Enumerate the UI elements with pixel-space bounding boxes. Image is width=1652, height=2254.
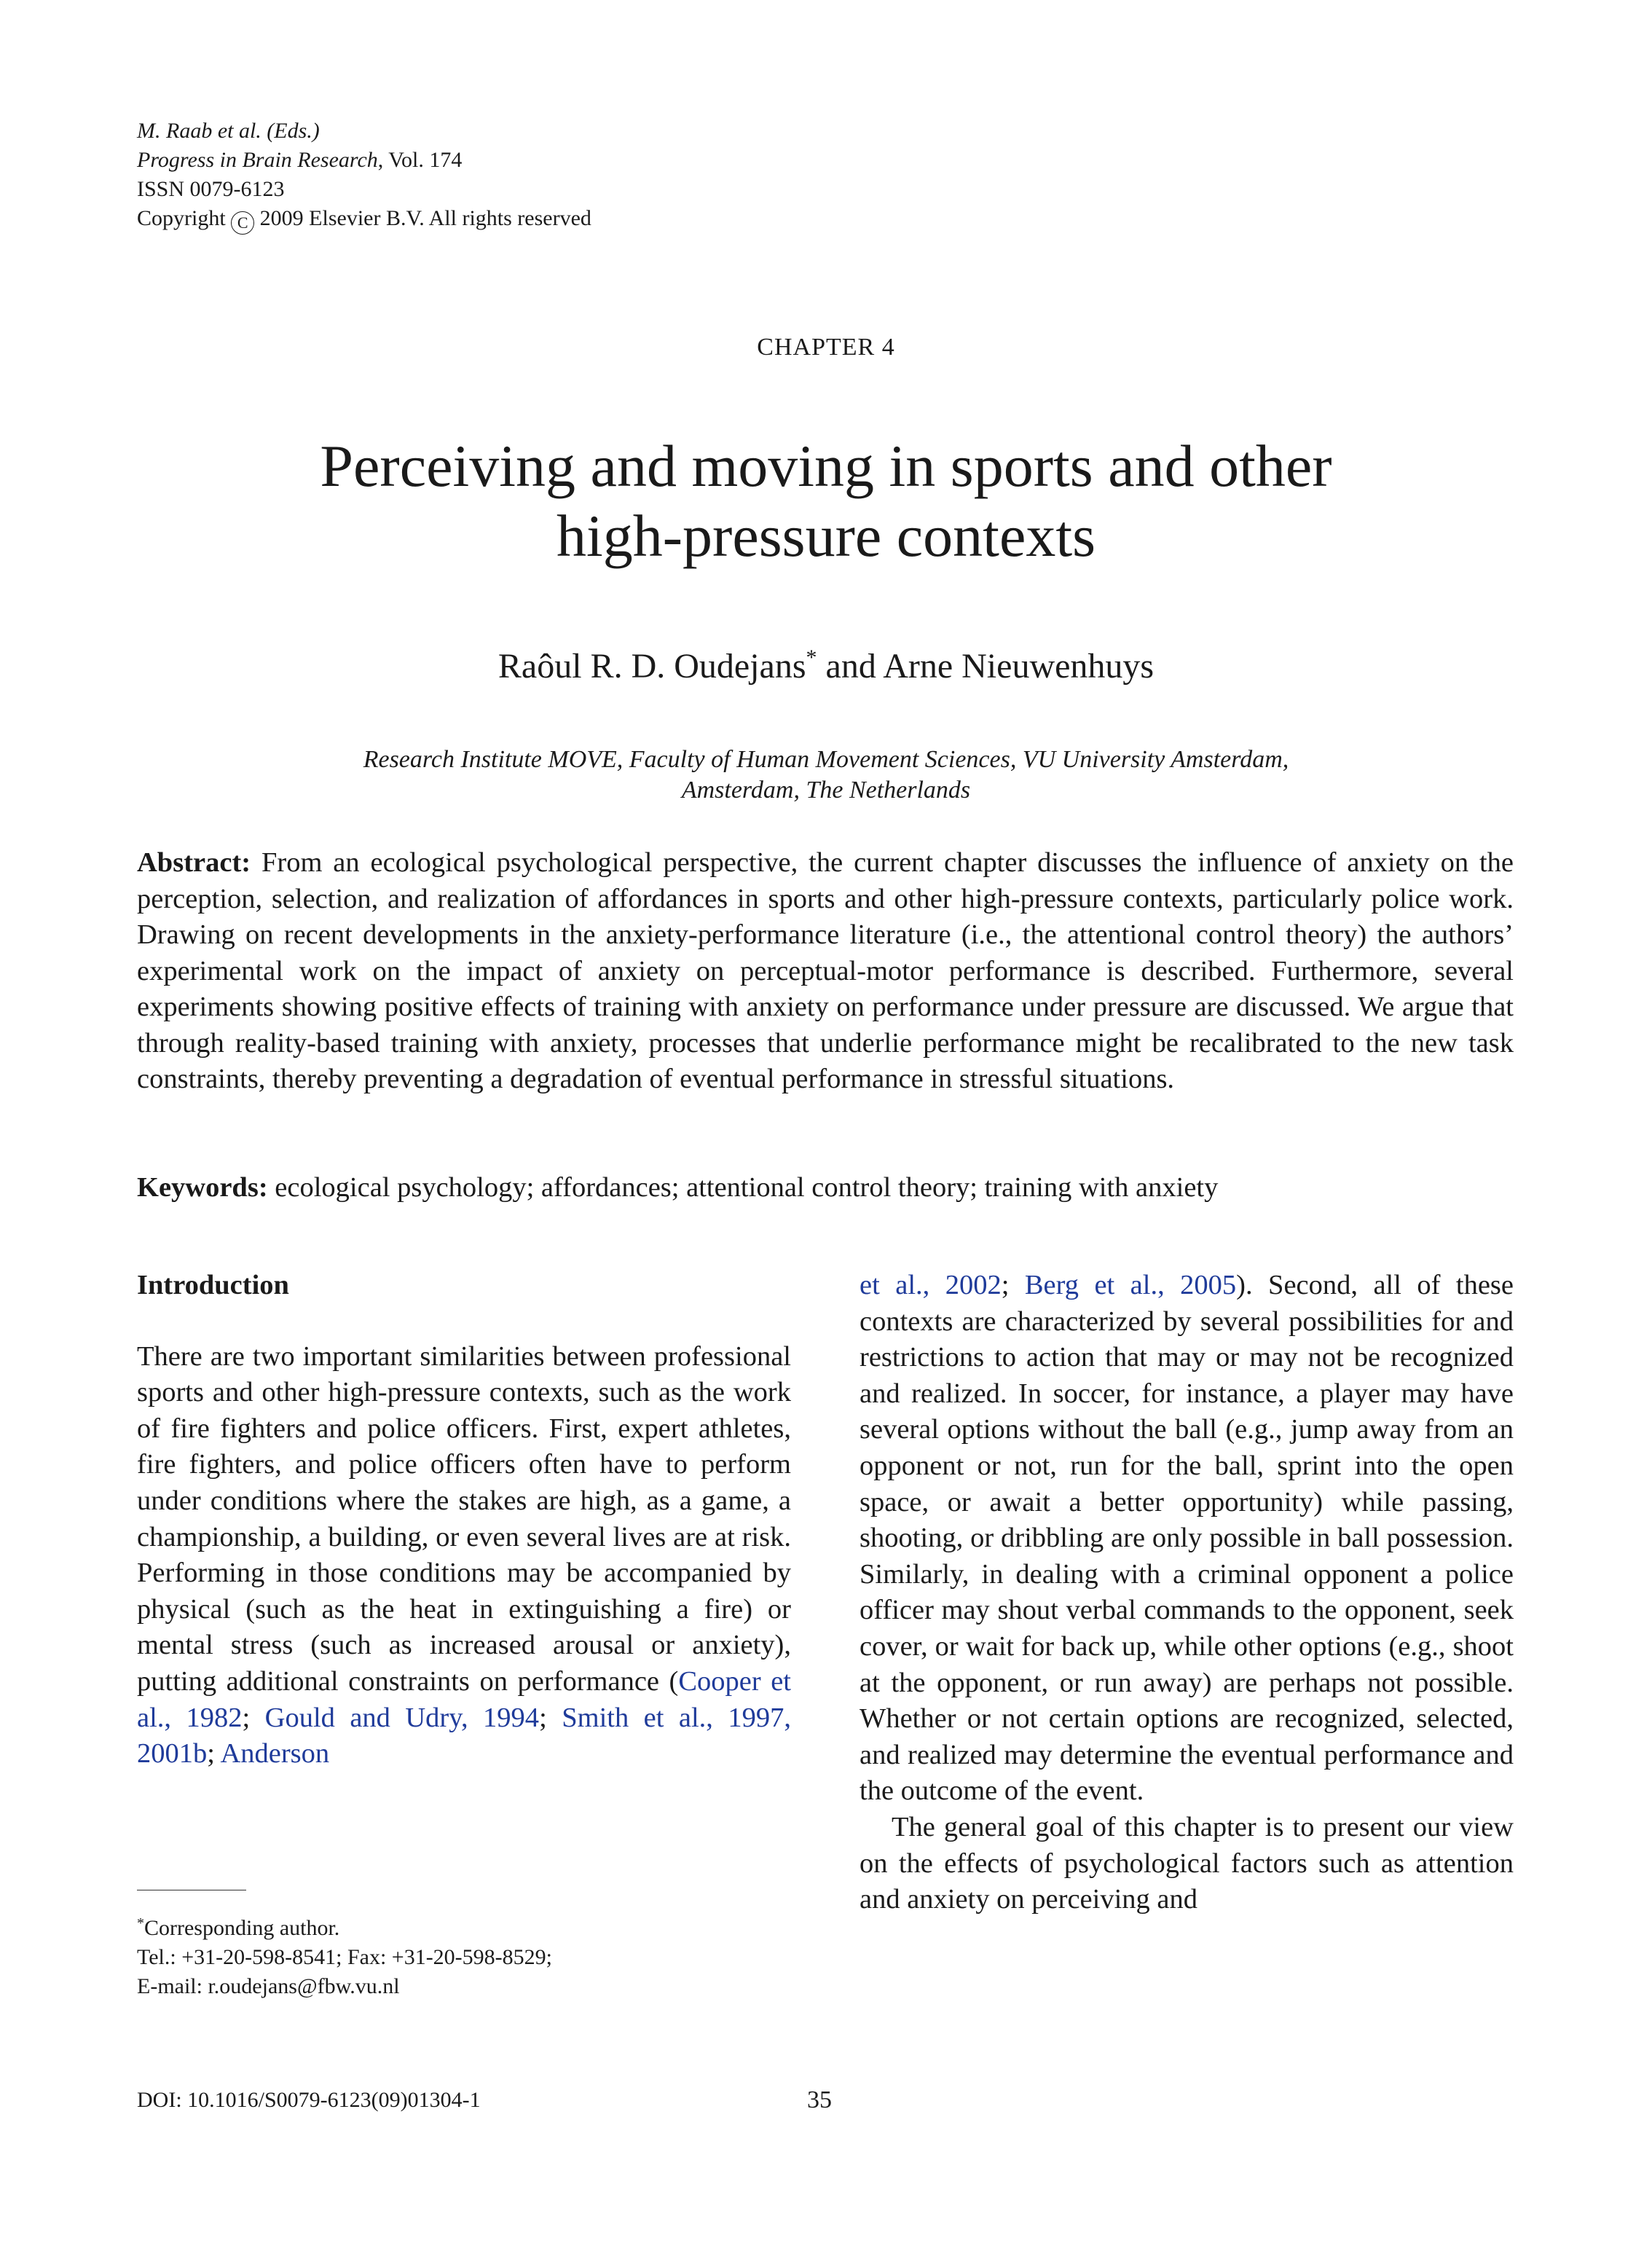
intro-paragraph-1 xyxy=(137,1339,791,1772)
citation-link[interactable]: et al., 2002 xyxy=(860,1270,1002,1300)
volume: , Vol. 174 xyxy=(377,148,463,172)
title-line-1: Perceiving and moving in sports and other xyxy=(320,433,1332,499)
citation-separator: ; xyxy=(1001,1270,1025,1300)
citation-link[interactable]: Cooper et al., 1982 xyxy=(137,1665,791,1733)
citation-link[interactable]: Berg et al., 2005 xyxy=(1024,1270,1237,1300)
paper-title xyxy=(170,431,1482,571)
chapter-label: CHAPTER 4 xyxy=(757,334,895,361)
body-column-right xyxy=(860,1268,1514,1918)
footnote xyxy=(137,1909,792,2001)
series-title: Progress in Brain Research xyxy=(137,148,378,172)
corresponding-mark: * xyxy=(806,645,817,669)
series-line xyxy=(137,146,591,175)
footnote-phone: Tel.: +31-20-598-8541; Fax: +31-20-598-8529; xyxy=(137,1945,552,1969)
footnote-mark: * xyxy=(137,1915,144,1931)
affiliation xyxy=(170,745,1482,806)
editors: M. Raab et al. (Eds.) xyxy=(137,119,320,143)
abstract xyxy=(137,845,1514,1098)
citation-link[interactable]: Gould and Udry, 1994 xyxy=(264,1702,540,1733)
citation-separator: ; xyxy=(539,1702,562,1733)
copyright-prefix: Copyright xyxy=(137,206,226,230)
keywords xyxy=(137,1170,1514,1206)
copyright xyxy=(137,204,591,235)
abstract-label: Abstract: xyxy=(137,847,251,878)
citation-separator: ; xyxy=(242,1702,265,1733)
author-2: and Arne Nieuwenhuys xyxy=(817,647,1155,686)
author-1: Raôul R. D. Oudejans xyxy=(497,647,806,686)
citation-separator: ; xyxy=(207,1738,221,1770)
affiliation-line-2: Amsterdam, The Netherlands xyxy=(681,777,971,804)
affiliation-line-1: Research Institute MOVE, Faculty of Human Movement Sciences, VU University Amsterdam, xyxy=(363,746,1289,773)
intro-text-b: ). Second, all of these contexts are characterized by several possibilities for and restrictions to action that may or may not be recognized and realized. In soccer, for instance, a player may have several options without the ball (e.g., jump away from an opponent or not, run for the ball, sprint into the open space, or await a better opportunity) while passing, shooting, or dribbling are only possible in ball possession. Similarly, in dealing with a criminal opponent a police officer may shout verbal commands to the opponent, seek cover, or wait for back up, while other options (e.g., shoot at the opponent, or run away) are perhaps not possible. Whether or not certain options are recognized, selected, and realized may determine the eventual performance and the outcome of the event. xyxy=(860,1270,1514,1807)
intro-paragraph-1-continued xyxy=(860,1268,1514,1810)
copyright-rest: 2009 Elsevier B.V. All rights reserved xyxy=(259,206,591,230)
footnote-line-1: Corresponding author. xyxy=(144,1916,340,1940)
citation-link[interactable]: Anderson xyxy=(220,1738,330,1770)
title-line-2: high-pressure contexts xyxy=(556,503,1096,569)
keywords-text: ecological psychology; affordances; attentional control theory; training with anxiety xyxy=(275,1172,1219,1203)
issn: ISSN 0079-6123 xyxy=(137,177,285,201)
doi: DOI: 10.1016/S0079-6123(09)01304-1 xyxy=(137,2088,481,2112)
page-number: 35 xyxy=(807,2086,832,2113)
body-column-left xyxy=(137,1268,791,1772)
footnote-email: E-mail: r.oudejans@fbw.vu.nl xyxy=(137,1974,400,1998)
citation-link[interactable]: Smith et al., 1997, 2001b xyxy=(137,1702,791,1770)
authors xyxy=(0,645,1652,686)
copyright-icon: C xyxy=(231,211,254,235)
intro-paragraph-2: The general goal of this chapter is to present our view on the effects of psychological factors such as attention and anxiety on perceiving and xyxy=(860,1811,1514,1915)
keywords-label: Keywords: xyxy=(137,1172,268,1203)
intro-text-a: There are two important similarities between professional sports and other high-pressure contexts, such as the work of fire fighters and police officers. First, expert athletes, fire fighters, and police officers often have to perform under conditions where the stakes are high, as a game, a championship, a building, or even several lives are at risk. Performing in those conditions may be accompanied by physical (such as the heat in extinguishing a fire) or mental stress (such as increased arousal or anxiety), putting additional constraints on performance ( xyxy=(137,1340,791,1697)
publication-info xyxy=(137,117,591,235)
footnote-corresponding xyxy=(137,1909,792,1943)
abstract-text: From an ecological psychological perspective, the current chapter discusses the influence of anxiety on the perception, selection, and realization of affordances in sports and other high-pressure contexts, particularly police work. Drawing on recent developments in the anxiety-performance literature (i.e., the attentional control theory) the authors’ experimental work on the impact of anxiety on perceptual-motor performance is described. Furthermore, several experiments showing positive effects of training with anxiety on performance under pressure are discussed. We argue that through reality-based training with anxiety, processes that underlie performance might be recalibrated to the new task constraints, thereby preventing a degradation of eventual performance in stressful situations. xyxy=(137,847,1514,1094)
section-heading-introduction: Introduction xyxy=(137,1270,289,1300)
